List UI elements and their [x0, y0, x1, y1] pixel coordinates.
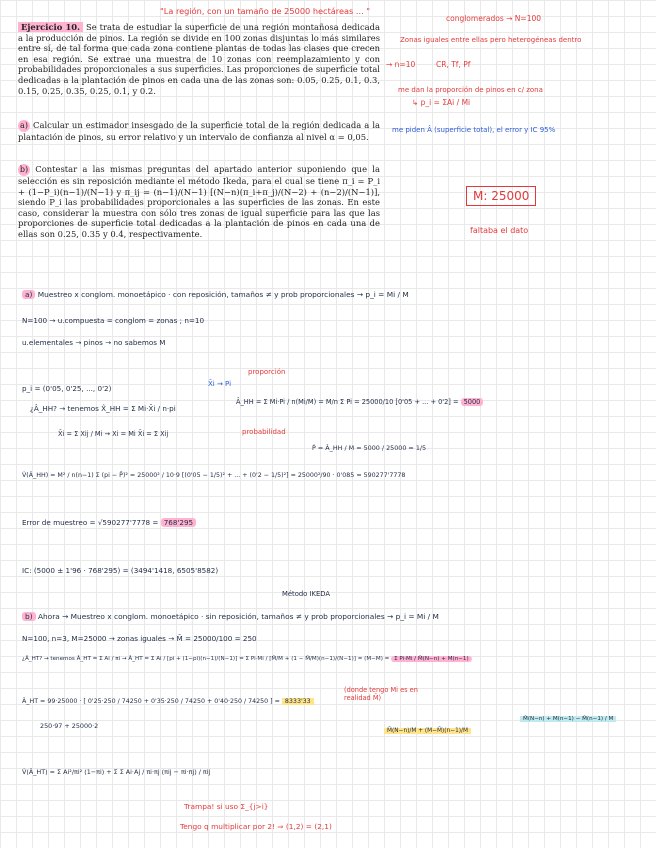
part-b-line-2: N=100, n=3, M=25000 → zonas iguales → M̄ = 25000/100 = 250 [22, 634, 257, 643]
note-m-box: M: 25000 [466, 186, 536, 206]
part-a-text-5: ¿Â_HH? → tenemos X̂_HH = Σ Mi·X̄i / n·pi [30, 404, 176, 413]
part-a-line-4: p_i = (0'05, 0'25, ..., 0'2) [22, 384, 112, 393]
part-a-text-5b: Â_HH = Σ Mi·Pi / n(Mi/M) = M/n Σ Pi = 25000/10 [0'05 + ... + 0'2] = [236, 398, 459, 406]
badge-a: a) [18, 120, 30, 132]
part-b-line-5 [384, 728, 471, 734]
note-faltaba: faltaba el dato [470, 226, 529, 235]
part-b-line-4 [22, 698, 314, 705]
top-quote: "La región, con un tamaño de 25000 hectáreas ... " [160, 6, 371, 16]
part-a-line-5b [236, 398, 483, 406]
question-a-text: Calcular un estimador insesgado de la superficie total de la región dedicada a la plantación de pinos, su error relativo y un intervalo de confianza al nivel α = 0,05. [18, 120, 380, 142]
part-b-text-1: Ahora → Muestreo x conglom. monoetápico · sin reposición, tamaños ≠ y prob proporcionales → p_i = Mi / M [37, 612, 439, 621]
label-probabilidad: probabilidad [242, 428, 286, 436]
result-a: 5000 [461, 398, 484, 406]
note-trampa: Trampa! si uso Σ_{j>i} [184, 802, 269, 811]
ikeda-label: Método IKEDA [282, 590, 331, 598]
part-b-label: b) [22, 612, 36, 621]
part-a-line-1 [22, 290, 409, 299]
note-donde: (donde tengo Mi es en realidad M̄) [344, 686, 418, 702]
part-b-line-3 [22, 656, 472, 662]
result-variance: 590277'7778 [363, 472, 406, 479]
note-zonas: Zonas iguales entre ellas pero heterogéneas dentro [400, 36, 582, 44]
part-b-text-5: M̄(N−n)/M + (M−M̄)(n−1)/M [384, 728, 471, 734]
note-n10: → n=10 [386, 60, 416, 69]
arrow-xi-pi: X̄i → Pi [208, 380, 232, 388]
part-b-line-4-sub: 250·97 + 25000·2 [40, 722, 99, 730]
note-pi-formula: ↳ p_i = ΣAi / Mi [412, 98, 471, 107]
part-a-line-3: u.elementales → pinos → no sabemos M [22, 338, 166, 347]
part-a-phat: P̂ = Â_HH / M = 5000 / 25000 = 1/5 [312, 444, 427, 452]
part-a-label: a) [22, 290, 35, 299]
part-a-line-8 [22, 518, 196, 527]
part-b-text-5-end: M̄(N−n) + M(n−1) − M̄(n−1) / M [520, 716, 616, 722]
question-b [18, 164, 380, 240]
note-piden: me piden Â (superficie total), el error y IC 95% [392, 126, 556, 134]
part-b-line-6: V̂(Â_HT) = Σ Ai²/πi² (1−πi) + Σ Σ Ai·Aj / πi·πj (πij − πi·πj) / πij [22, 768, 211, 776]
part-b-text-3: ¿Â_HT? → tenemos Â_HT = Σ Ai / πi → Â_HT = Σ Ai / [pi + (1−pi)(n−1)/(N−1)] = Σ Pi·Mi / [M̄/M + (1 − M̄/M)(n−1)/(N−1)] = (M−M) = [22, 656, 390, 662]
part-a-line-9: IC: (5000 ± 1'96 · 768'295) = (3494'1418, 6505'8582) [22, 566, 219, 575]
exercise-statement [18, 22, 380, 96]
part-a-line-6: X̄i = Σ Xij / Mi → Xi = Mi X̄i = Σ Xij [58, 430, 169, 438]
exercise-heading: Ejercicio 10. [18, 22, 83, 32]
part-a-line-2: N=100 → u.compuesta = conglom = zonas ; n=10 [22, 316, 205, 325]
exercise-paragraph: Se trata de estudiar la superficie de una región montañosa dedicada a la producción de pinos. La región se divide en 100 zonas disjuntas lo más similares entre sí, de tal forma que cada zona contiene plantas de todas las clases que crecen en esa región. Se extrae una muestra de 10 zonas con reemplazamiento y con probabilidades proporcionales a sus superficies. Las proporciones de superficie total dedicadas a la plantación de pinos en cada una de las zonas son: 0.05, 0.25, 0.1, 0.3, 0.15, 0.25, 0.35, 0.25, 0.1, y 0.2. [18, 22, 380, 96]
part-b-line-1 [22, 612, 439, 621]
part-a-line-7 [22, 472, 405, 479]
note-conglomerados: conglomerados → N=100 [446, 14, 542, 23]
result-b: 8333'33 [282, 698, 314, 705]
note-flags: CR, Tf, Pf [436, 60, 471, 69]
note-tengo: Tengo q multiplicar por 2! ⇒ (1,2) = (2,1) [180, 822, 332, 831]
part-a-text-8: Error de muestreo = √590277'7778 = [22, 518, 159, 527]
part-a-text-7: V̂(Â_HH) = M² / n(n−1) Σ (pi − P̄)² = 25000² / 10·9 [(0'05 − 1/5)² + ... + (0'2 − 1/5)²] = 25000²/90 · 0'085 = [22, 472, 362, 479]
part-b-text-3-end: Σ Pi·Mi / M̄(N−n) + M(n−1) [391, 656, 472, 662]
part-b-text-4: Â_HT = 99·25000 · [ 0'25·250 / 74250 + 0'35·250 / 74250 + 0'40·250 / 74250 ] = [22, 698, 280, 705]
label-proporcion: proporción [248, 368, 286, 376]
question-b-text: Contestar a las mismas preguntas del apartado anterior suponiendo que la selección es sin reposición mediante el método Ikeda, para el cual se tiene π_i = P_i + (1−P_i)(n−1)/(N−1) y π_ij = (n−1)/(N−1) [(N−n)(π_i+π_j)/(N−2) + (n−2)/(N−1)], siendo P_i las probabilidades proporcionales a las superficies de las zonas. En este caso, considerar la muestra con sólo tres zonas de igual superficie para las que las proporciones de superficie total dedicadas a la plantación de pinos en cada una de ellas son 0.25, 0.35 y 0.4, respectivamente. [18, 164, 380, 239]
part-b-line-5-end [520, 716, 648, 722]
result-error: 768'295 [161, 518, 196, 527]
question-a [18, 120, 380, 143]
part-a-line-5 [30, 404, 176, 413]
note-proporcion: me dan la proporción de pinos en c/ zona [398, 86, 543, 94]
part-a-text-1: Muestreo x conglom. monoetápico · con reposición, tamaños ≠ y prob proporcionales → p_i = Mi / M [37, 290, 409, 299]
badge-b: b) [19, 165, 29, 174]
